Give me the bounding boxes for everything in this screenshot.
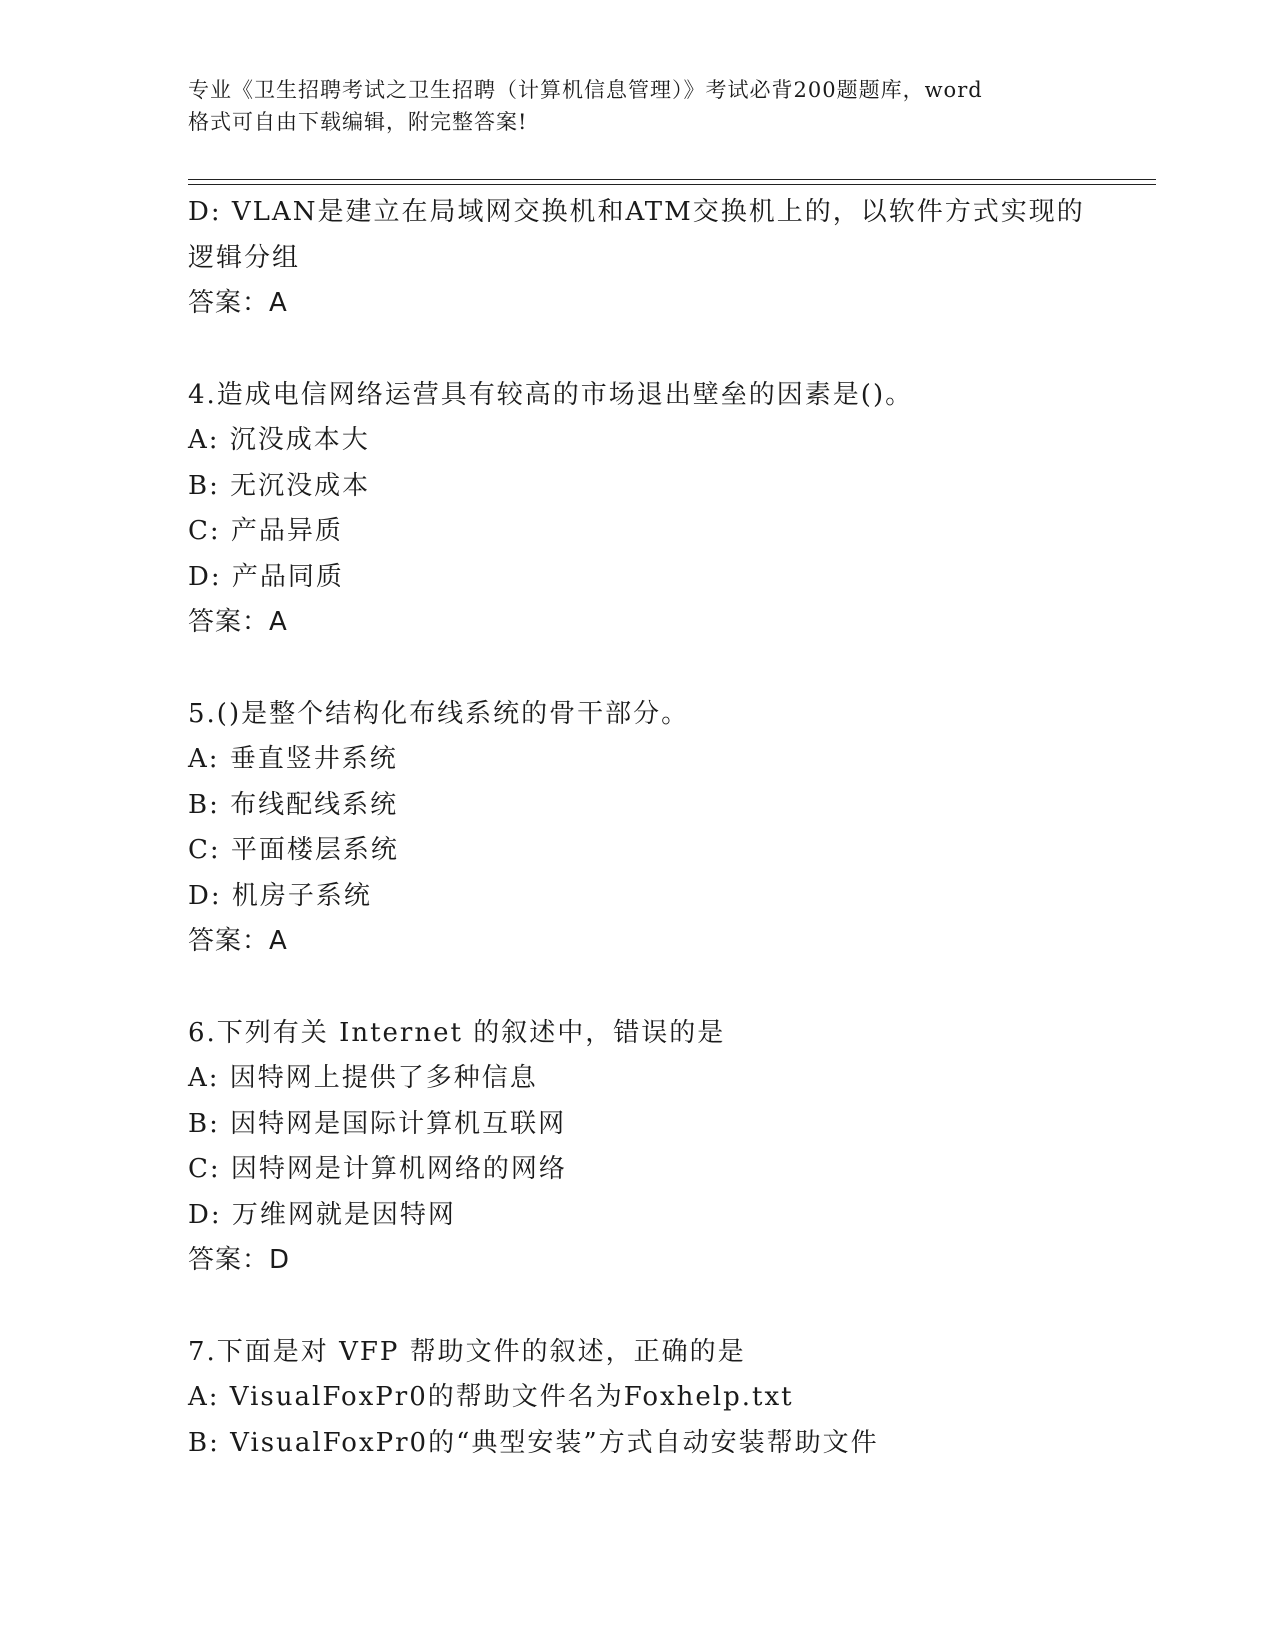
document-header [188, 74, 1088, 138]
header-title-line-2: 格式可自由下载编辑，附完整答案! [188, 110, 528, 134]
option-b: B: 无沉没成本 [188, 470, 371, 501]
option-d-line-2: 逻辑分组 [188, 242, 301, 273]
option-b: B: 因特网是国际计算机互联网 [188, 1108, 567, 1139]
question-stem: 6.下列有关 Internet 的叙述中，错误的是 [188, 1017, 726, 1048]
answer-line: 答案：A [188, 288, 288, 318]
option-c: C: 因特网是计算机网络的网络 [188, 1154, 567, 1184]
option-c: C: 平面楼层系统 [188, 835, 399, 865]
option-a: A: 因特网上提供了多种信息 [188, 1063, 538, 1093]
answer-line: 答案：A [188, 926, 288, 956]
option-a: A: 垂直竖井系统 [188, 744, 398, 774]
header-divider-top [188, 179, 1156, 180]
question-6 [188, 1011, 1088, 1284]
document-body [188, 190, 1088, 1466]
option-d: D: 机房子系统 [188, 880, 372, 911]
answer-line: 答案：D [188, 1245, 291, 1275]
question-spacer [188, 646, 1088, 692]
question-5 [188, 692, 1088, 965]
option-b: B: VisualFoxPr0的“典型安装”方式自动安装帮助文件 [188, 1427, 879, 1458]
question-spacer [188, 965, 1088, 1011]
header-divider-bottom [188, 184, 1156, 185]
answer-line: 答案：A [188, 607, 288, 637]
option-d-line-1: D: VLAN是建立在局域网交换机和ATM交换机上的，以软件方式实现的 [188, 197, 1085, 227]
question-spacer [188, 327, 1088, 373]
option-a: A: VisualFoxPr0的帮助文件名为Foxhelp.txt [188, 1382, 794, 1412]
option-d: D: 万维网就是因特网 [188, 1199, 456, 1230]
question-stem: 7.下面是对 VFP 帮助文件的叙述，正确的是 [188, 1336, 746, 1367]
header-title-line-1: 专业《卫生招聘考试之卫生招聘（计算机信息管理）》考试必背200题题库，word [188, 78, 983, 102]
option-c: C: 产品异质 [188, 516, 343, 546]
option-a: A: 沉没成本大 [188, 425, 370, 455]
question-4 [188, 373, 1088, 646]
question-stem: 4.造成电信网络运营具有较高的市场退出壁垒的因素是()。 [188, 379, 914, 410]
question-3-carryover [188, 190, 1088, 327]
question-stem: 5.()是整个结构化布线系统的骨干部分。 [188, 698, 690, 729]
option-d: D: 产品同质 [188, 561, 344, 592]
option-b: B: 布线配线系统 [188, 789, 399, 820]
question-spacer [188, 1284, 1088, 1330]
question-7 [188, 1330, 1088, 1467]
